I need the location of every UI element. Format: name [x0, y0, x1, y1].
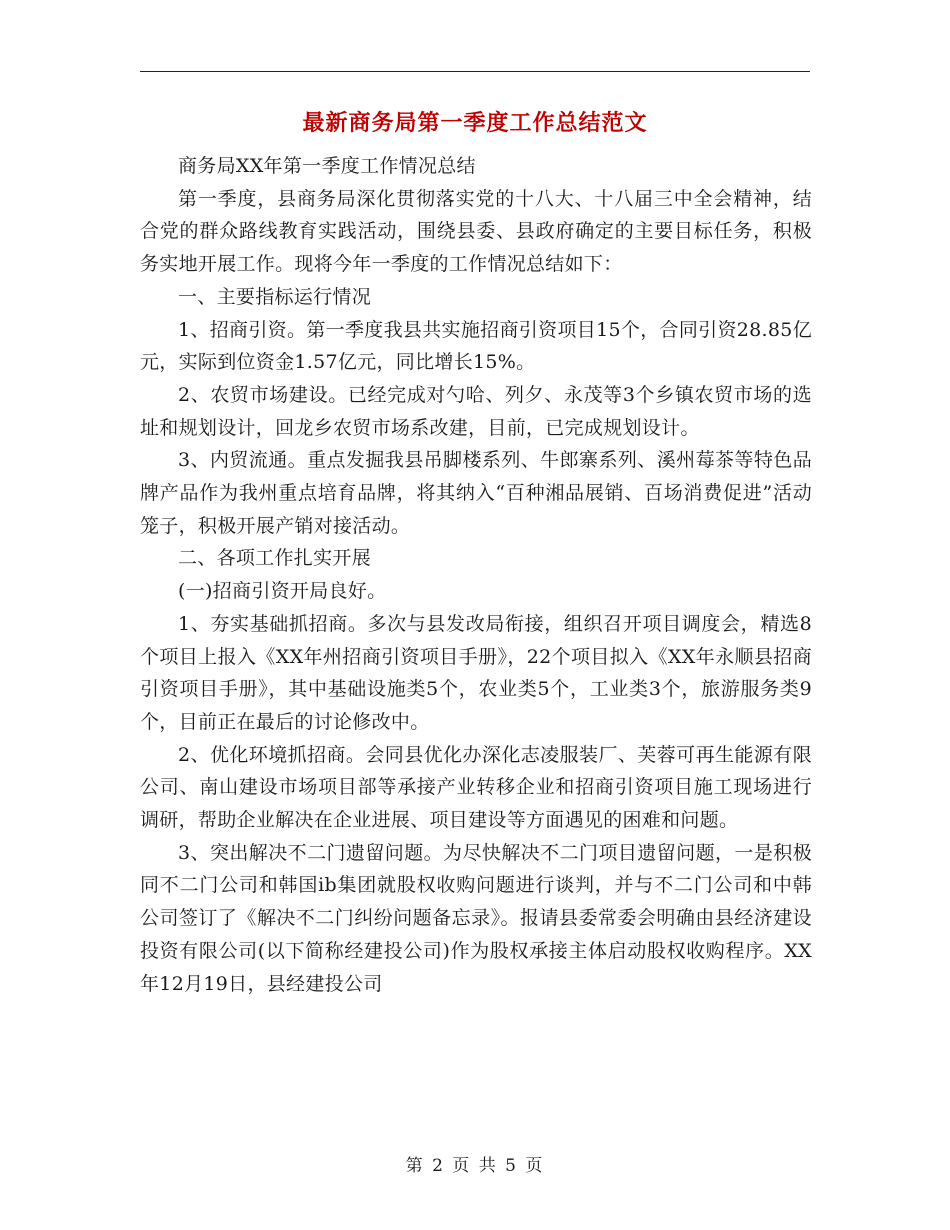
paragraph: 2、优化环境抓招商。会同县优化办深化志凌服装厂、芙蓉可再生能源有限公司、南山建设市场项目部等承接产业转移企业和招商引资项目施工现场进行调研，帮助企业解决在企业进展、项目建设等方面遇见的困难和问题。: [140, 743, 812, 832]
paragraph: 商务局XX年第一季度工作情况总结: [178, 155, 476, 177]
document-body: [140, 150, 812, 1000]
paragraph: 2、农贸市场建设。已经完成对勺哈、列夕、永茂等3个乡镇农贸市场的选址和规划设计，回龙乡农贸市场系改建，目前，已完成规划设计。: [140, 383, 812, 439]
section-heading: 二、各项工作扎实开展: [178, 547, 372, 570]
paragraph: 1、夯实基础抓招商。多次与县发改局衔接，组织召开项目调度会，精选8个项目上报入《XX年州招商引资项目手册》，22个项目拟入《XX年永顺县招商引资项目手册》，其中基础设施类5个，农业类5个，工业类3个，旅游服务类9个，目前正在最后的讨论修改中。: [140, 612, 812, 733]
paragraph: 3、内贸流通。重点发掘我县吊脚楼系列、牛郎寨系列、溪州莓茶等特色品牌产品作为我州重点培育品牌，将其纳入“百种湘品展销、百场消费促进”活动笼子，积极开展产销对接活动。: [140, 449, 812, 537]
header-rule: [140, 71, 810, 72]
section-heading: 一、主要指标运行情况: [178, 285, 372, 308]
paragraph: 3、突出解决不二门遗留问题。为尽快解决不二门项目遗留问题，一是积极同不二门公司和韩国ib集团就股权收购问题进行谈判，并与不二门公司和中韩公司签订了《解决不二门纠纷问题备忘录》。报请县委常委会明确由县经济建设投资有限公司(以下简称经建投公司)作为股权承接主体启动股权收购程序。XX年12月19日，县经建投公司: [140, 841, 812, 995]
paragraph: 第一季度，县商务局深化贯彻落实党的十八大、十八届三中全会精神，结合党的群众路线教育实践活动，围绕县委、县政府确定的主要目标任务，积极务实地开展工作。现将今年一季度的工作情况总结如下：: [140, 187, 812, 276]
page-number: 第 2 页 共 5 页: [405, 1156, 545, 1176]
subsection-heading: (一)招商引资开局良好。: [178, 580, 387, 603]
paragraph: 1、招商引资。第一季度我县共实施招商引资项目15个，合同引资28.85亿元，实际到位资金1.57亿元，同比增长15%。: [140, 318, 812, 374]
document-title: 最新商务局第一季度工作总结范文: [302, 111, 648, 136]
